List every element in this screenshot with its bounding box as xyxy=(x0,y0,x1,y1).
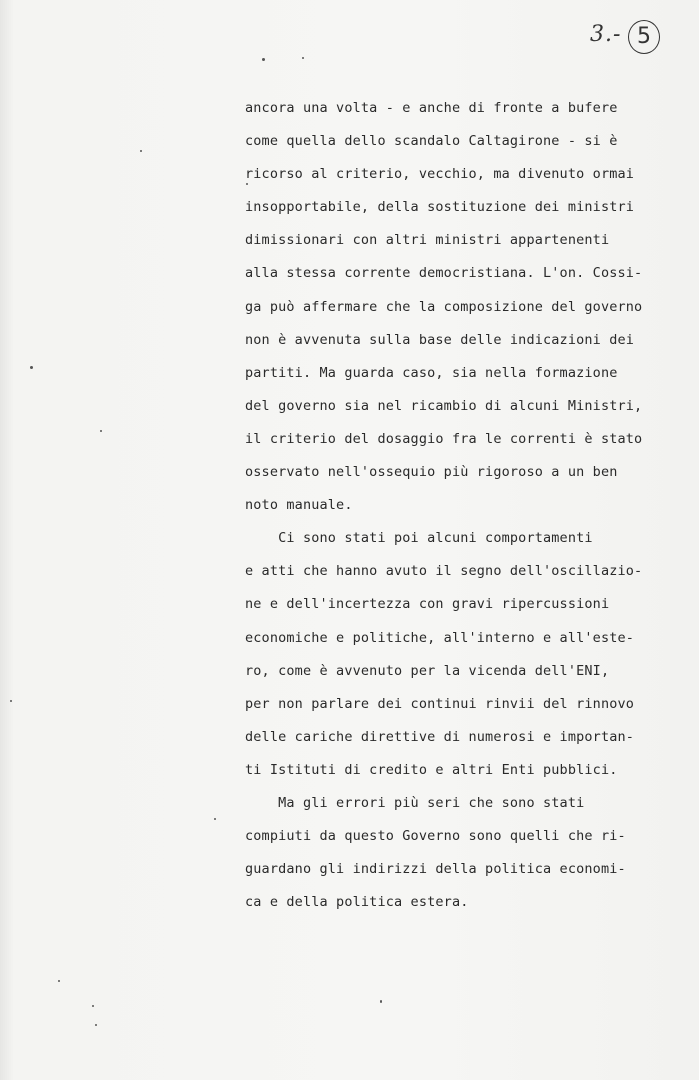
scan-speck xyxy=(214,818,216,820)
scan-speck xyxy=(262,58,265,61)
text-line: guardano gli indirizzi della politica economi- xyxy=(245,861,626,878)
text-line: il criterio del dosaggio fra le correnti è stato xyxy=(245,430,643,447)
text-line: e atti che hanno avuto il segno dell'oscillazio- xyxy=(245,563,643,580)
scan-speck xyxy=(380,1000,382,1003)
text-line: compiuti da questo Governo sono quelli che ri- xyxy=(245,828,626,845)
text-line: partiti. Ma guarda caso, sia nella formazione xyxy=(245,364,618,381)
text-line: dimissionari con altri ministri appartenenti xyxy=(245,232,610,249)
text-line: economiche e politiche, all'interno e all'este- xyxy=(245,629,635,646)
text-line: delle cariche direttive di numerosi e importan- xyxy=(245,728,635,745)
text-line: ne e dell'incertezza con gravi ripercussioni xyxy=(245,596,610,613)
page-number-circled: 5 xyxy=(628,20,660,54)
scan-speck xyxy=(92,1005,94,1007)
text-line: ro, come è avvenuto per la vicenda dell'ENI, xyxy=(245,662,610,679)
text-line: ca e della politica estera. xyxy=(245,894,469,911)
text-line: per non parlare dei continui rinvii del rinnovo xyxy=(245,695,635,712)
text-line: ga può affermare che la composizione del governo xyxy=(245,298,643,315)
body-text xyxy=(245,92,675,919)
scan-speck xyxy=(246,183,248,185)
text-line: alla stessa corrente democristiana. L'on. Cossi- xyxy=(245,265,643,282)
scan-speck xyxy=(10,700,12,702)
text-line: ti Istituti di credito e altri Enti pubblici. xyxy=(245,761,618,778)
text-line: noto manuale. xyxy=(245,497,353,514)
scan-speck xyxy=(302,57,304,59)
scan-speck xyxy=(140,150,142,152)
text-line: ricorso al criterio, vecchio, ma divenuto ormai xyxy=(245,166,635,183)
text-line: del governo sia nel ricambio di alcuni Ministri, xyxy=(245,397,643,414)
text-line: come quella dello scandalo Caltagirone - si è xyxy=(245,133,618,150)
scan-speck xyxy=(58,980,60,982)
text-line: non è avvenuta sulla base delle indicazioni dei xyxy=(245,331,635,348)
text-line: Ma gli errori più seri che sono stati xyxy=(245,794,585,811)
scan-speck xyxy=(100,430,102,432)
scan-speck xyxy=(30,366,33,369)
page-number-stamp xyxy=(590,18,670,58)
scan-speck xyxy=(95,1024,97,1026)
text-line: osservato nell'ossequio più rigoroso a un ben xyxy=(245,464,618,481)
text-line: insopportabile, della sostituzione dei ministri xyxy=(245,199,635,216)
text-line: ancora una volta - e anche di fronte a bufere xyxy=(245,100,618,116)
page-number-prefix: 3.- xyxy=(590,22,622,47)
text-line: Ci sono stati poi alcuni comportamenti xyxy=(245,530,593,547)
